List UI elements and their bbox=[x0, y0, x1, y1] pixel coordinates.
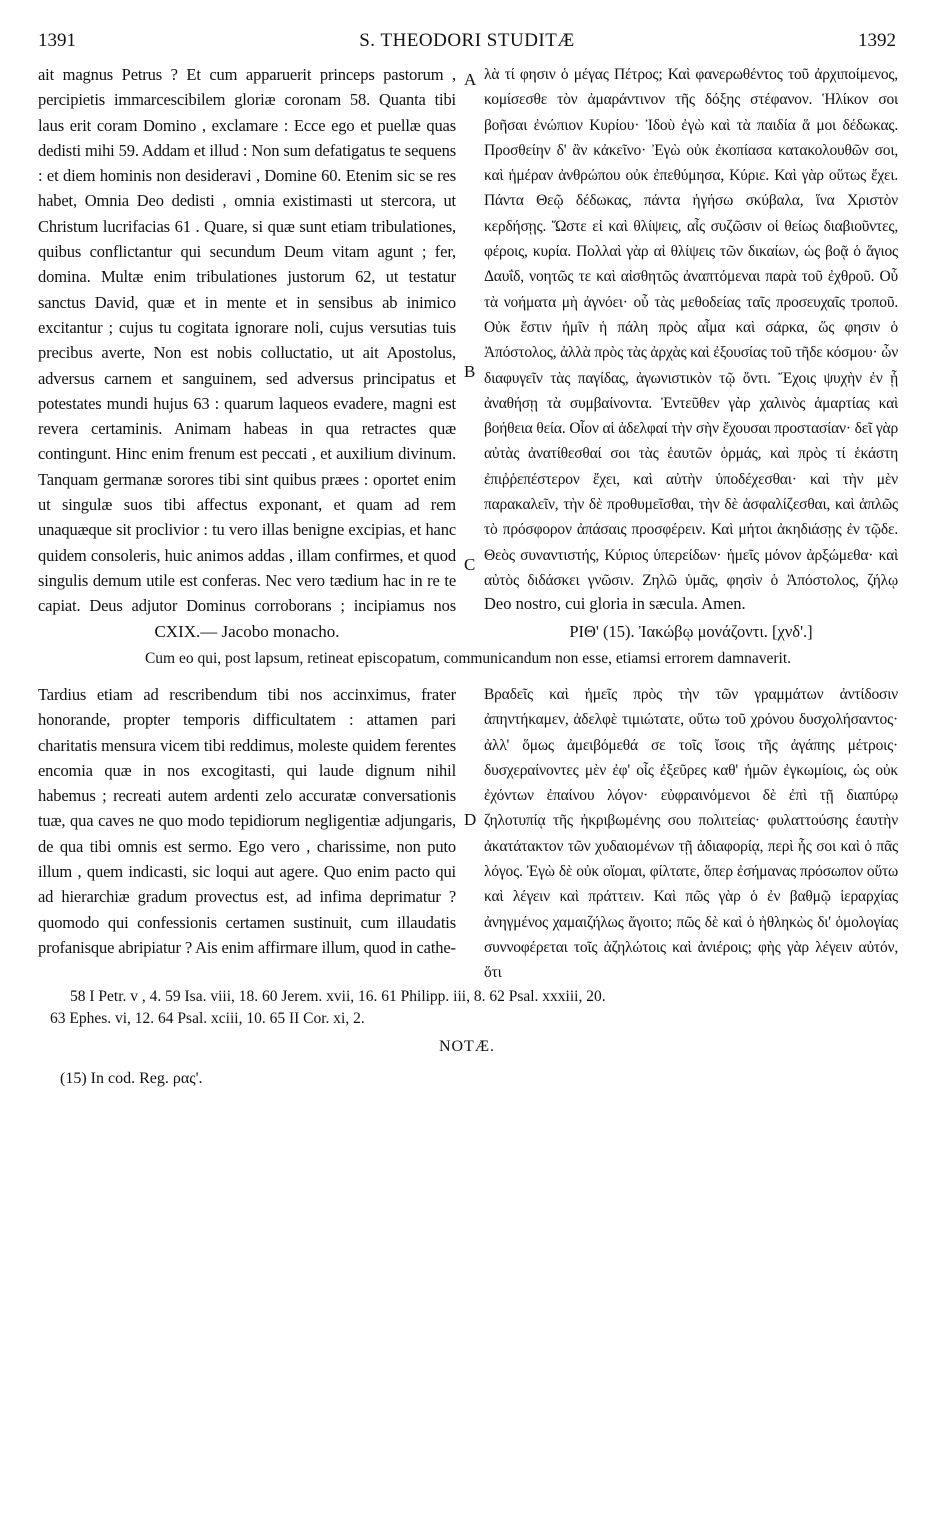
footnotes-line-2: 63 Ephes. vi, 12. 64 Psal. xciii, 10. 65 II Cor. xi, 2. bbox=[50, 1010, 365, 1027]
letter-title-latin: CXIX.— Jacobo monacho. bbox=[154, 622, 340, 641]
greek-column-letter-119 bbox=[484, 682, 898, 987]
latin-text: Tardius etiam ad rescribendum tibi nos accinximus, frater honorande, propter temporis difficultatem : attamen pari charitatis mensura vicem tibi reddimus, moleste quidem ferentes encomia quæ in nos excogitasti, qui laude dignum nihil habemus ; recreati autem ardenti zelo accuratæ conversationis tuæ, qua caves ne quo modo tepidiorum negligentiæ adjungaris, de qua tibi omnis est sermo. Ego vero , charissime, non puto illum , quem indicasti, sic loqui aut agere. Quo enim pacto qui ad hierarchiæ gradum provectus est, ad infima deprimatur ? quomodo qui confessionis certamen sustinuit, cum illaudatis profanisque abripiatur ? Ais enim affirmare illum, quod in cathe- bbox=[38, 685, 456, 957]
margin-letter-c: C bbox=[464, 555, 476, 574]
margin-letter-d: D bbox=[464, 810, 477, 829]
page-header bbox=[38, 30, 896, 54]
latin-text: ait magnus Petrus ? Et cum apparuerit princeps pastorum , percipietis immarcescibilem gloriæ coronam 58. Quanta tibi laus erit coram Domino , exclamare : Ecce ego et puellæ quas dedisti mihi 59. Addam et illud : Non sum defatigatus te sequens : et diem hominis non desideravi , Domine 60. Etenim sic se res habet, Omnia Deo dedisti , omnia existimasti ut stercora, ut Christum lucrifacias 61 . Quare, si quæ sunt etiam tribulationes, quibus conflictantur qui secundum Deum vitam agunt ; fer, domina. Multæ enim tribulationes justorum 62, ut testatur sanctus David, quæ et in mente et in sensibus ab inimico excitantur ; cujus tu cogitata ignorare noli, cujus versutias tuis precibus averte, Non est nobis colluctatio, ut ait Apostolus, adversus carnem et sanguinem, sed adversus principatus et potestates mundi hujus 63 : quarum laqueos evadere, magni est revera certaminis. Animam habeas in qua retractes quæ contingunt. Hinc enim frenum est peccati , et auxilium divinum. Tanquam germanæ sorores tibi sint quibus præes : oportet enim ut singulæ suos tibi affectus exponant, et quam ad rem unaquæque sit proclivior : tu vero illas benigne excipias, et hanc quidem consoleris, huic animos addas , illam confirmes, et quod singulis demum utile est conferas. Nec vero tædium hac in re te capiat. Deus adjutor Dominus corroborans ; incipiamus nos bbox=[38, 65, 456, 616]
latin-column-letter-119 bbox=[38, 682, 456, 987]
margin-letter-b: B bbox=[464, 362, 476, 381]
note-15: (15) In cod. Reg. ρας'. bbox=[60, 1070, 203, 1087]
greek-text: λὰ τί φησιν ὁ μέγας Πέτρος; Καὶ φανερωθέντος τοῦ ἀρχιποίμενος, κομίσεσθε τὸν ἀμαράντινον τῆς δόξης στέφανον. Ἡλίκον σοι βοῆσαι ἐνώπιον Κυρίου· Ἰδοὺ ἐγὼ καὶ τὰ παιδία ἅ μοι δέδωκας. Προσθείην δ' ἂν κἀκεῖνο· Ἐγὼ οὐκ ἐκοπίασα κατακολουθῶν σοι, καὶ ἡμέραν ἀνθρώπου οὐκ ἐπεθύμησα, Κύριε. Καὶ γὰρ οὕτως ἔχει. Πάντα Θεῷ δέδωκας, πάντα ἡγήσω σκύβαλα, ἵνα Χριστὸν κερδήσῃς. Ὥστε εἰ καὶ θλίψεις, αἷς συζῶσιν οἱ θείως διαβιοῦντες, φέροις, κυρία. Πολλαὶ γὰρ αἱ θλίψεις τῶν δικαίων, ὡς βοᾷ ὁ ἅγιος Δαυΐδ, νοητῶς τε καὶ αἰσθητῶς ἀναπτόμεναι παρὰ τοῦ ἐχθροῦ. Οὗ τὰ νοήματα μὴ ἀγνόει· οὗ τὰς μεθοδείας ταῖς προσευχαῖς τροποῦ. Οὐκ ἔστιν ἡμῖν ἡ πάλη πρὸς αἷμα καὶ σάρκα, ὥς φησιν ὁ Ἀπόστολος, ἀλλὰ πρὸς τὰς ἀρχὰς καὶ ἐξουσίας τοῦ τῆδε κόσμου· ὧν διαφυγεῖν τὰς παγίδας, ἀγωνιστικὸν τῷ ὄντι. Ἔχοις ψυχὴν ἐν ᾗ ἀναθήσῃ τὰ συμβαίνοντα. Ἐντεῦθεν γὰρ χαλινὸς ἁμαρτίας καὶ βοήθεια θεία. Οἷον αἱ ἀδελφαί τὴν σὴν ἔχουσαι προστασίαν· δεῖ γὰρ αὐτὰς ἀνατίθεσθαί σοι τὰς ἑαυτῶν ὁρμάς, καὶ πρὸς τί ἑκάστη ἐπιῤῥεπέστερον ἔχει, καὶ αὐτὴν ὑποδέχεσθαι· καὶ τὴν μὲν παρακαλεῖν, τὴν δὲ προθυμεῖσθαι, τὴν δὲ ἀσφαλίζεσθαι, καὶ ἁπλῶς τὸ πρόσφορον ἀπάσαις προσφέρειν. Καὶ μήτοι ἀκηδιάσῃς ἐν τῷδε. Θεὸς συναντιστής, Κύριος ὑπερείδων· ἡμεῖς μόνον ἀρξώμεθα· καὶ αὐτὸς διδάσκει γνῶσιν. Ζηλῶ ὑμᾶς, φησὶν ὁ Ἀπόστολος, ζήλῳ bbox=[484, 66, 898, 589]
page-number-left: 1391 bbox=[38, 30, 76, 51]
notae-heading: NOTÆ. bbox=[438, 1038, 496, 1055]
latin-closing-line: Deo nostro, cui gloria in sæcula. Amen. bbox=[484, 594, 746, 613]
running-title: S. THEODORI STUDITÆ bbox=[359, 30, 575, 51]
page-number-right: 1392 bbox=[858, 30, 896, 51]
greek-text: Βραδεῖς καὶ ἡμεῖς πρὸς τὴν τῶν γραμμάτων ἀντίδοσιν ἀπηντήκαμεν, ἀδελφὲ τιμιώτατε, οὕτω τοῦ χρόνου δυσχολήσαντος· ἀλλ' ὅμως ἀμειβόμεθά σε τοῖς ἴσοις τῆς ἀγάπης μέτροις· δυσχεραίνοντες μὲν ἐφ' οἷς ἐξεῦρες καθ' ἡμῶν ἐγκωμίοις, ὡς οὐκ ἐχόντων ἐπαίνου λόγον· εὐφραινόμενοι δὲ ἐπὶ τῇ διαπύρῳ ζηλοτυπίᾳ τῆς ἠκριβωμένης σου πολιτείας· φυλαττούσης ἑαυτὴν ἀκατάτακτον τῶν χυδαιομένων τῇ ἀδιαφορίᾳ, περὶ ἧς σοι καὶ ὁ πᾶς λόγος. Ἐγὼ δὲ οὐκ οἴομαι, φίλτατε, ὅπερ ἐσήμανας πρόσωπον οὕτω καὶ λέγειν καὶ πράττειν. Καὶ πῶς γὰρ ὁ ἐν βαθμῷ ἱεραρχίας ἀνηγμένος χαμαιζήλως ἄγοιτο; πῶς δὲ καὶ ὁ ἠθληκὼς δι' ὁμολογίας συννοφέρεται τοῖς ἀζηλώτοις καὶ ἀνιέροις; φὴς γὰρ λέγειν αὐτόν, ὅτι bbox=[484, 686, 898, 982]
letter-title-greek: ΡΙΘ' (15). Ἰακώβῳ μονάζοντι. [χνδ'.] bbox=[569, 622, 813, 641]
margin-letter-a: A bbox=[464, 70, 477, 89]
greek-column-letter-118 bbox=[484, 62, 898, 590]
latin-column-letter-118 bbox=[38, 62, 456, 622]
letter-summary: Cum eo qui, post lapsum, retineat episcopatum, communicandum non esse, etiamsi errorem damnaverit. bbox=[144, 650, 792, 667]
footnotes-line-1: 58 I Petr. v , 4. 59 Isa. viii, 18. 60 Jerem. xvii, 16. 61 Philipp. iii, 8. 62 Psal. xxxiii, 20. bbox=[70, 988, 606, 1005]
